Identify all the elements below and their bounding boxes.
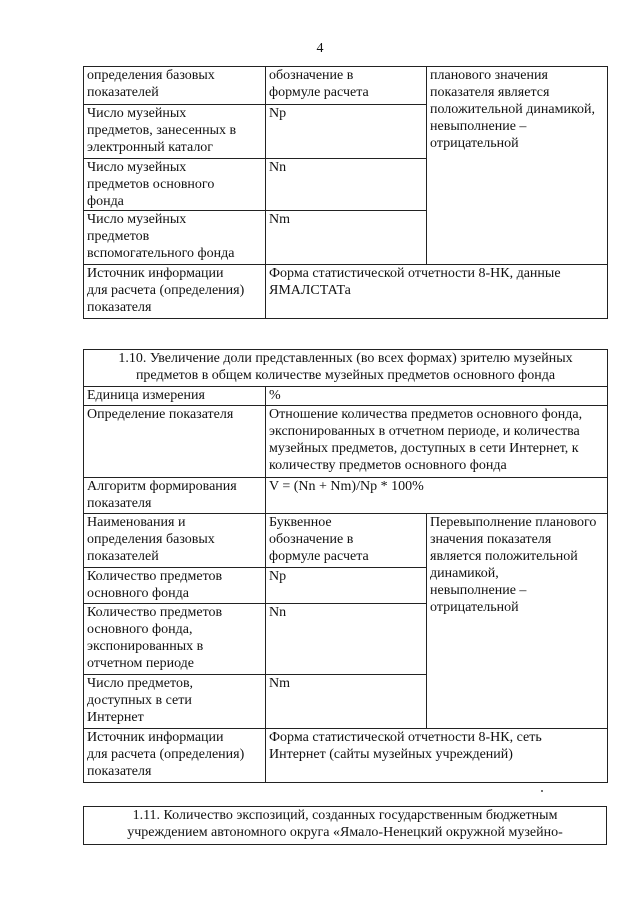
base-indicator-name: Количество предметов основного фонда, экспонированных в отчетном периоде (84, 604, 266, 675)
indicator-table-continued (83, 66, 608, 319)
table-row (84, 350, 608, 387)
algorithm-label: Алгоритм формирования показателя (84, 478, 266, 514)
source-value: Форма статистической отчетности 8-НК, сеть Интернет (сайты музейных учреждений) (266, 729, 608, 783)
table-row (84, 807, 607, 845)
page-number: 4 (316, 41, 324, 56)
indicator-title: 1.11. Количество экспозиций, созданных государственным бюджетным учреждением автономного округа «Ямало-Ненецкий окружной музейно- (84, 807, 607, 845)
indicator-title: 1.10. Увеличение доли представленных (во всех формах) зрителю музейных предметов в общем количестве музейных предметов основного фонда (84, 350, 608, 387)
unit-value: % (266, 387, 608, 406)
definition-value: Отношение количества предметов основного фонда, экспонированных в отчетном периоде, и количества музейных предметов, доступных в сети Интернет, к количеству предметов основного фонда (266, 406, 608, 478)
table-row (84, 478, 608, 514)
table-row (84, 729, 608, 783)
formula-symbol: Np (266, 568, 427, 604)
base-indicator-name: определения базовых показателей (84, 67, 266, 105)
base-indicator-name: Число музейных предметов, занесенных в электронный каталог (84, 105, 266, 159)
base-indicator-name: Количество предметов основного фонда (84, 568, 266, 604)
indicator-table-1-11 (83, 806, 607, 845)
evaluation-note: Перевыполнение планового значения показателя является положительной динамикой, невыполнение – отрицательной (427, 514, 608, 729)
table-row (84, 387, 608, 406)
formula-symbol: Nm (266, 675, 427, 729)
formula-symbol: Np (266, 105, 427, 159)
base-indicator-name: Наименования и определения базовых показателей (84, 514, 266, 568)
formula-symbol: Nn (266, 159, 427, 211)
definition-label: Определение показателя (84, 406, 266, 478)
formula-symbol: обозначение в формуле расчета (266, 67, 427, 105)
source-label: Источник информации для расчета (определения) показателя (84, 265, 266, 319)
table-row (84, 67, 608, 105)
evaluation-note: планового значения показателя является положительной динамикой, невыполнение – отрицательной (427, 67, 608, 265)
indicator-table-1-10 (83, 349, 608, 783)
algorithm-formula: V = (Nn + Nm)/Np * 100% (266, 478, 608, 514)
base-indicator-name: Число предметов, доступных в сети Интернет (84, 675, 266, 729)
source-label: Источник информации для расчета (определения) показателя (84, 729, 266, 783)
source-value: Форма статистической отчетности 8-НК, данные ЯМАЛСТАТа (266, 265, 608, 319)
table-row (84, 265, 608, 319)
scan-speck (541, 790, 543, 792)
formula-symbol: Буквенное обозначение в формуле расчета (266, 514, 427, 568)
unit-label: Единица измерения (84, 387, 266, 406)
table-row (84, 514, 608, 568)
formula-symbol: Nm (266, 211, 427, 265)
base-indicator-name: Число музейных предметов основного фонда (84, 159, 266, 211)
formula-symbol: Nn (266, 604, 427, 675)
table-row (84, 406, 608, 478)
base-indicator-name: Число музейных предметов вспомогательного фонда (84, 211, 266, 265)
